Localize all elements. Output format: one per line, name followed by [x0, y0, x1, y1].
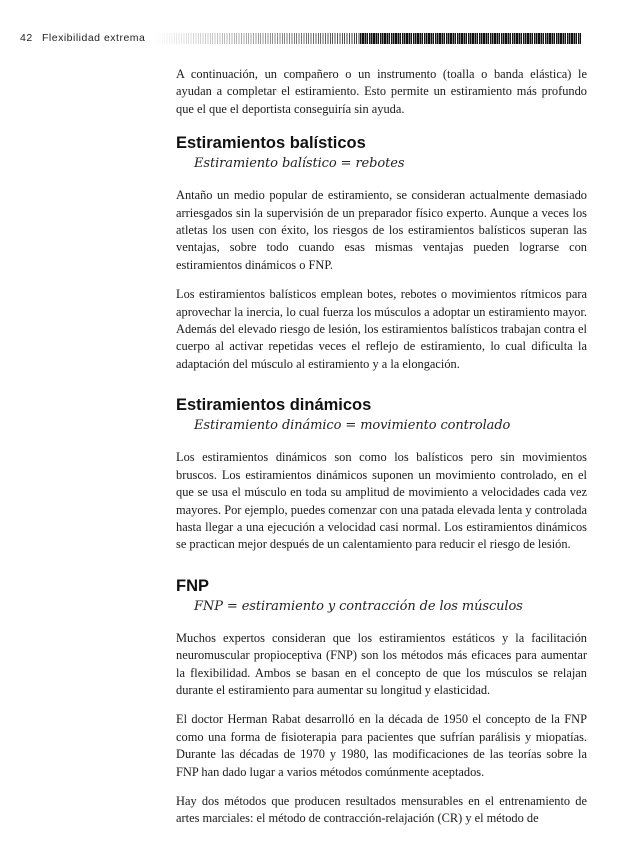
section-fnp — [176, 576, 587, 828]
section-subtitle: Estiramiento balístico = rebotes — [194, 156, 405, 172]
paragraph: Antaño un medio popular de estiramiento, se consideran actualmente demasiado arriesgados sin la supervisión de un preparador físico experto. Aunque a veces los atletas los usen con éxito, los riesgos de los estiramientos balísticos superan las ventajas, sobre todo cuando esas mismas ventajas pueden lograrse con estiramientos dinámicos o FNP. — [176, 188, 587, 272]
running-title: Flexibilidad extrema — [42, 32, 146, 44]
main-text-column — [176, 66, 587, 828]
section-subtitle: Estiramiento dinámico = movimiento controlado — [194, 418, 511, 434]
paragraph: Los estiramientos dinámicos son como los balísticos pero sin movimientos bruscos. Los estiramientos dinámicos suponen un movimiento controlado, en el que se usa el músculo en toda su amplitud de movimiento a velocidades cada vez mayores. Por ejemplo, puedes comenzar con una patada elevada lenta y controlada hasta llegar a una ejecución a velocidad casi normal. Los estiramientos dinámicos se practican mejor después de un calentamiento para reducir el riesgo de lesión. — [176, 450, 587, 552]
paragraph: Muchos expertos consideran que los estiramientos estáticos y la facilitación neuromuscular propioceptiva (FNP) son los métodos más eficaces para aumentar la flexibilidad. Ambos se basan en el concepto de que los músculos se relajan durante el estiramiento para aumentar su longitud y elasticidad. — [176, 630, 587, 697]
section-subtitle: FNP = estiramiento y contracción de los músculos — [194, 598, 523, 614]
paragraph: El doctor Herman Rabat desarrolló en la década de 1950 el concepto de la FNP como una forma de fisioterapia para pacientes que sufrían parálisis y miopatías. Durante las décadas de 1970 y 1980, las modificaciones de las teorías sobre la FNP han dado lugar a varios métodos comúnmente aceptados. — [176, 712, 587, 779]
section-balisticos — [176, 133, 587, 373]
page-number: 42 — [20, 32, 33, 44]
running-header — [0, 31, 638, 45]
header-decorative-bar-dense — [360, 33, 581, 44]
section-title: Estiramientos balísticos — [176, 134, 366, 153]
intro-paragraph: A continuación, un compañero o un instrumento (toalla o banda elástica) le ayudan a completar el estiramiento. Esto permite un estiramiento más profundo que el que el deportista conseguiría sin ayuda. — [176, 67, 587, 116]
paragraph: Los estiramientos balísticos emplean botes, rebotes o movimientos rítmicos para aprovechar la inercia, lo cual fuerza los músculos a adoptar un estiramiento mayor. Además del elevado riesgo de lesión, los estiramientos balísticos trabajan contra el cuerpo al activar repetidas veces el reflejo de estiramiento, lo cual dificulta la adaptación del músculo al estiramiento y a la elongación. — [176, 287, 587, 371]
section-title: FNP — [176, 576, 209, 595]
section-title: Estiramientos dinámicos — [176, 396, 372, 415]
paragraph: Hay dos métodos que producen resultados mensurables en el entrenamiento de artes marciales: el método de contracción-relajación (CR) y el método de — [176, 793, 587, 826]
section-dinamicos — [176, 395, 587, 553]
